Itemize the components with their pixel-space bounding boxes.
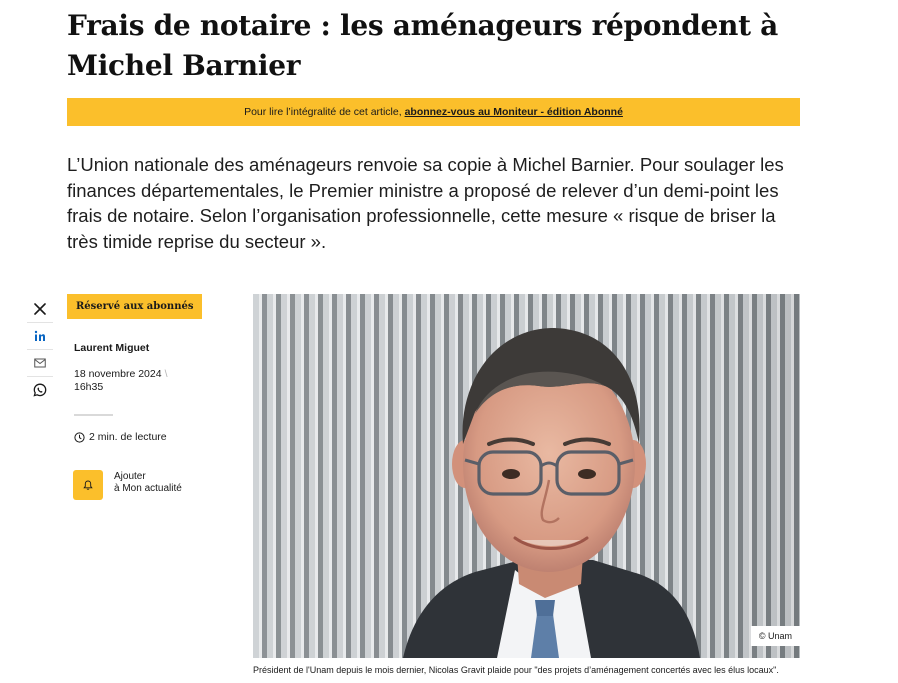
share-email-button[interactable] xyxy=(27,350,53,377)
follow-line-1: Ajouter xyxy=(114,471,146,482)
subscribe-link[interactable]: abonnez-vous au Moniteur - édition Abonné xyxy=(404,106,623,118)
add-to-my-news-button[interactable] xyxy=(73,470,182,500)
linkedin-icon xyxy=(34,330,46,342)
meta-divider xyxy=(74,414,113,416)
share-bar xyxy=(27,296,53,403)
date-text: 18 novembre 2024 xyxy=(74,368,162,380)
email-icon xyxy=(34,358,46,368)
bell-icon xyxy=(83,480,93,491)
whatsapp-icon xyxy=(33,383,47,397)
clock-icon xyxy=(74,432,85,443)
paywall-text: Pour lire l’intégralité de cet article, xyxy=(244,106,405,118)
author-name[interactable]: Laurent Miguet xyxy=(74,342,150,354)
x-icon xyxy=(34,303,46,315)
article-lead: L’Union nationale des aménageurs renvoie sa copie à Michel Barnier. Pour soulager les finances départementales, le Premier ministre a proposé de relever d’un demi-point les frais de notaire. Selon l’organisation professionnelle, cette mesure « risque de briser la très timide reprise du secteur ». xyxy=(67,154,784,252)
article-photo xyxy=(253,294,800,658)
publication-date xyxy=(74,368,168,394)
date-separator: \ xyxy=(164,368,168,380)
share-linkedin-button[interactable] xyxy=(27,323,53,350)
paywall-banner xyxy=(67,98,800,126)
portrait-image xyxy=(253,294,800,658)
bell-button[interactable] xyxy=(73,470,103,500)
time-text: 16h35 xyxy=(74,381,104,393)
subscriber-badge: Réservé aux abonnés xyxy=(67,294,202,319)
reading-time-text: 2 min. de lecture xyxy=(89,431,167,443)
article-title: Frais de notaire : les aménageurs répondent à Michel Barnier xyxy=(67,9,779,82)
photo-caption: Président de l'Unam depuis le mois dernier, Nicolas Gravit plaide pour "des projets d’aménagement concertés avec les élus locaux". xyxy=(253,665,779,675)
article-meta xyxy=(67,294,227,494)
reading-time xyxy=(74,431,167,443)
share-x-button[interactable] xyxy=(27,296,53,323)
share-whatsapp-button[interactable] xyxy=(27,377,53,403)
photo-credit: © Unam xyxy=(751,626,800,646)
follow-line-2: à Mon actualité xyxy=(114,483,182,494)
